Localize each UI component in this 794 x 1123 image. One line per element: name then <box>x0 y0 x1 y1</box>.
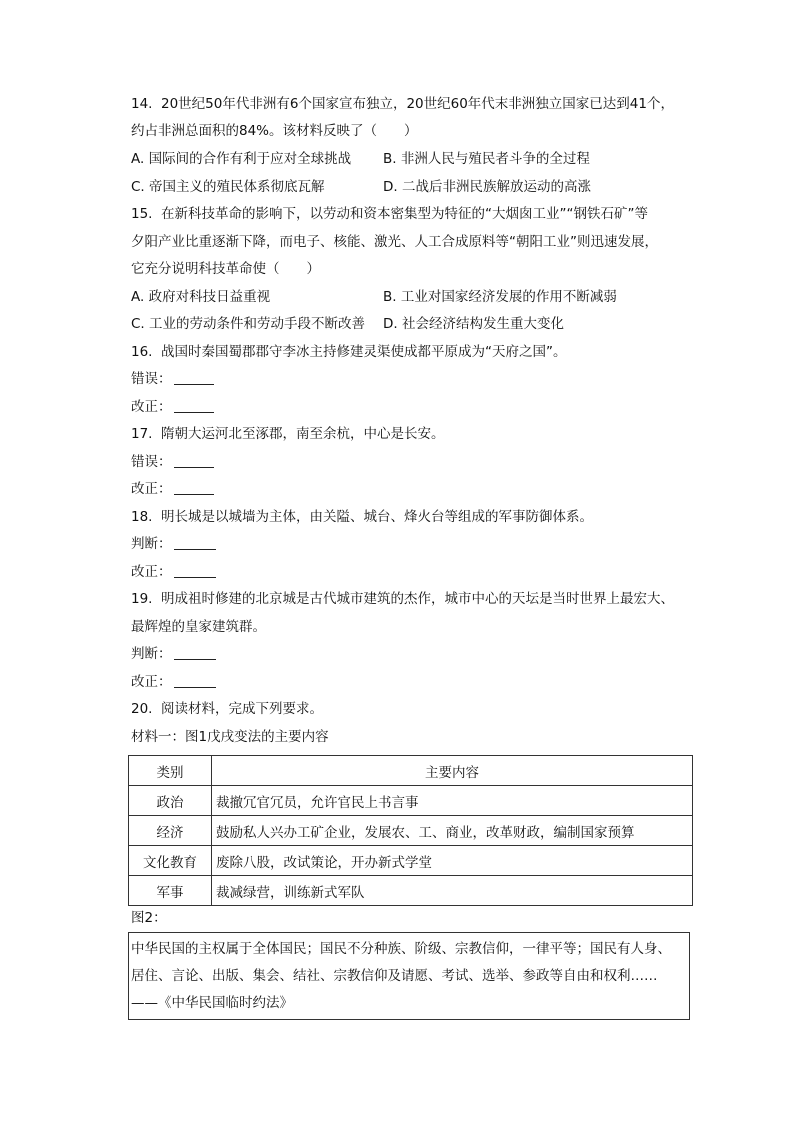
q15-option-d[interactable]: D. 社会经济结构发生重大变化 <box>383 316 564 332</box>
table-row <box>129 786 693 816</box>
q14-stem-line1: 20世纪50年代非洲有6个国家宣布独立，20世纪60年代末非洲独立国家已达到41个， <box>161 96 674 112</box>
q15-options-row1 <box>131 284 711 310</box>
q15-stem-line3: 它充分说明科技革命使（ ） <box>131 261 320 277</box>
q17-text: 隋朝大运河北至涿郡，南至余杭，中心是长安。 <box>161 426 445 442</box>
q20-number: 20. <box>131 701 153 717</box>
q15-stem-line2: 夕阳产业比重逐渐下降，而电子、核能、激光、人工合成原料等“朝阳工业”则迅速发展， <box>131 234 658 250</box>
q20-text: 阅读材料，完成下列要求。 <box>161 701 323 717</box>
table-cell-content: 鼓励私人兴办工矿企业，发展农、工、商业，改革财政，编制国家预算 <box>212 816 693 846</box>
q14-option-c[interactable]: C. 帝国主义的殖民体系彻底瓦解 <box>131 179 325 195</box>
q17-label-error: 错误： <box>131 454 172 470</box>
q20-material1-caption: 材料一：图1戊戌变法的主要内容 <box>131 729 329 745</box>
q17-answer-row1 <box>131 449 711 475</box>
q17-error-blank[interactable] <box>174 453 214 468</box>
q18-judge-blank[interactable] <box>174 535 216 550</box>
q19-correction-blank[interactable] <box>174 673 216 688</box>
q16-error-blank[interactable] <box>174 370 214 385</box>
q14-option-a[interactable]: A. 国际间的合作有利于应对全球挑战 <box>131 151 352 167</box>
q18-number: 18. <box>131 509 153 525</box>
q16-text: 战国时秦国蜀郡郡守李冰主持修建灵渠使成都平原成为“天府之国”。 <box>161 344 567 360</box>
q18-label-correction: 改正： <box>131 564 172 580</box>
table-header-row <box>129 756 693 786</box>
q16-correction-blank[interactable] <box>174 398 214 413</box>
q17-number: 17. <box>131 426 153 442</box>
q19-text-line1: 明成祖时修建的北京城是古代城市建筑的杰作，城市中心的天坛是当时世界上最宏大、 <box>161 591 674 607</box>
q16-number: 16. <box>131 344 153 360</box>
q19-label-judge: 判断： <box>131 646 172 662</box>
quote-line1: 中华民国的主权属于全体国民；国民不分种族、阶级、宗教信仰，一律平等；国民有人身、 <box>131 941 671 957</box>
q19-line1 <box>131 586 711 612</box>
table-row <box>129 816 693 846</box>
q16-answer-row2 <box>131 394 711 420</box>
table-cell-content: 裁减绿营，训练新式军队 <box>212 876 693 906</box>
q14-options-row2 <box>131 174 711 200</box>
table-cell-category: 政治 <box>129 786 212 816</box>
q14-line1 <box>131 91 711 117</box>
q17-answer-row2 <box>131 476 711 502</box>
reform-content-table <box>128 755 693 906</box>
q15-options-row2 <box>131 311 711 337</box>
q17-label-correction: 改正： <box>131 481 172 497</box>
q14-option-d[interactable]: D. 二战后非洲民族解放运动的高涨 <box>383 179 591 195</box>
constitution-quote-box <box>128 932 690 1020</box>
q15-stem-line1: 在新科技革命的影响下，以劳动和资本密集型为特征的“大烟囱工业”“钢铁石矿”等 <box>161 206 648 222</box>
q16-label-correction: 改正： <box>131 399 172 415</box>
table-cell-category: 文化教育 <box>129 846 212 876</box>
q16-answer-row1 <box>131 366 711 392</box>
q20-line <box>131 696 711 722</box>
q18-answer-row2 <box>131 559 711 585</box>
q15-line1 <box>131 201 711 227</box>
q17-correction-blank[interactable] <box>174 480 214 495</box>
table-row <box>129 846 693 876</box>
q16-label-error: 错误： <box>131 371 172 387</box>
q14-number: 14. <box>131 96 153 112</box>
q15-option-c[interactable]: C. 工业的劳动条件和劳动手段不断改善 <box>131 316 366 332</box>
q18-line <box>131 504 711 530</box>
q16-line <box>131 339 711 365</box>
table-header-content: 主要内容 <box>212 756 693 786</box>
table-cell-category: 经济 <box>129 816 212 846</box>
table-cell-content: 裁撤冗官冗员，允许官民上书言事 <box>212 786 693 816</box>
q19-answer-row1 <box>131 641 711 667</box>
q18-label-judge: 判断： <box>131 536 172 552</box>
q14-option-b[interactable]: B. 非洲人民与殖民者斗争的全过程 <box>383 151 590 167</box>
q15-option-a[interactable]: A. 政府对科技日益重视 <box>131 289 271 305</box>
q19-answer-row2 <box>131 669 711 695</box>
table-cell-content: 废除八股，改试策论，开办新式学堂 <box>212 846 693 876</box>
quote-line2: 居住、言论、出版、集会、结社、宗教信仰及请愿、考试、选举、参政等自由和权利…… <box>131 968 658 984</box>
q17-line <box>131 421 711 447</box>
q18-text: 明长城是以城墙为主体，由关隘、城台、烽火台等组成的军事防御体系。 <box>161 509 593 525</box>
table-row <box>129 876 693 906</box>
q19-text-line2: 最辉煌的皇家建筑群。 <box>131 619 266 635</box>
q20-figure2-caption: 图2： <box>131 910 167 926</box>
table-header-category: 类别 <box>129 756 212 786</box>
q19-number: 19. <box>131 591 153 607</box>
q18-answer-row1 <box>131 531 711 557</box>
q18-correction-blank[interactable] <box>174 563 216 578</box>
q19-judge-blank[interactable] <box>174 645 216 660</box>
table-cell-category: 军事 <box>129 876 212 906</box>
q15-number: 15. <box>131 206 153 222</box>
q14-stem-line2: 约占非洲总面积的84%。该材料反映了（ ） <box>131 123 418 139</box>
q15-option-b[interactable]: B. 工业对国家经济发展的作用不断减弱 <box>383 289 617 305</box>
q19-label-correction: 改正： <box>131 674 172 690</box>
quote-source: ——《中华民国临时约法》 <box>131 995 293 1011</box>
q14-options-row1 <box>131 146 711 172</box>
